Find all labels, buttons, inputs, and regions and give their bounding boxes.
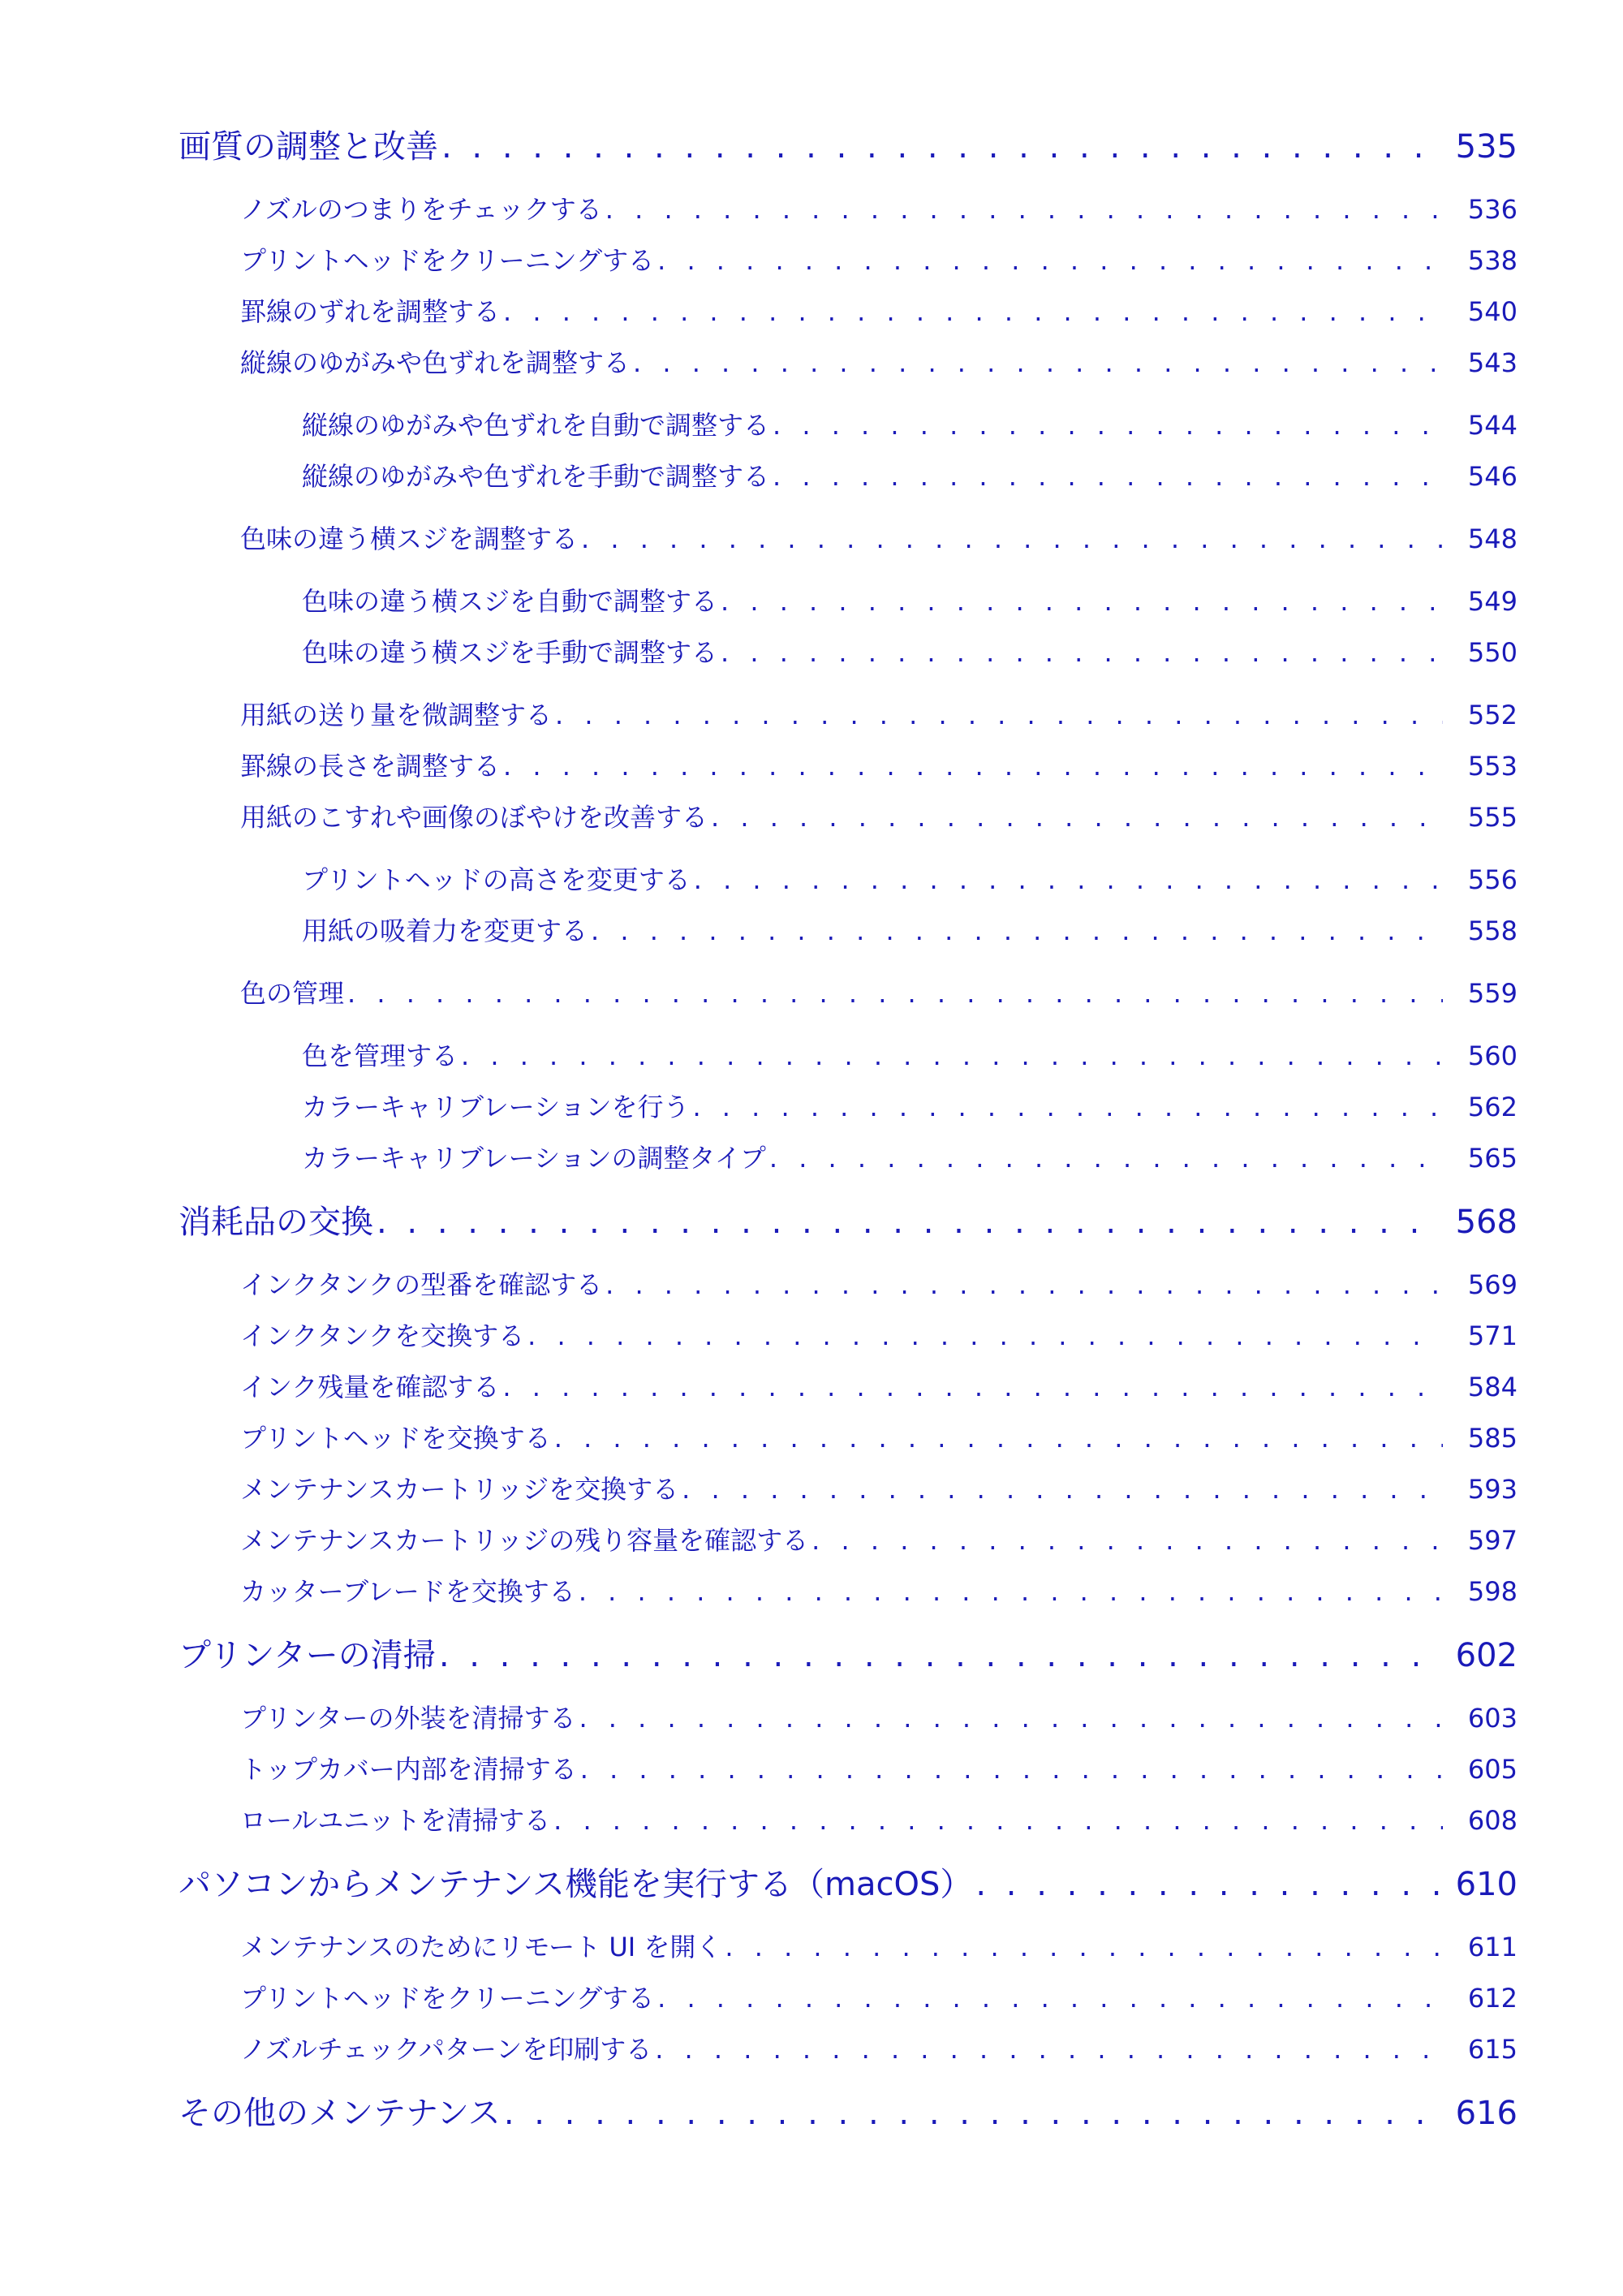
- toc-entry[interactable]: [179, 514, 1518, 565]
- toc-entry[interactable]: [179, 741, 1518, 792]
- dot-leader: [655, 2024, 1443, 2075]
- toc-entry-title: 縦線のゆがみや色ずれを調整する: [240, 347, 631, 378]
- dot-leader: [555, 690, 1443, 741]
- toc-page-number: 552: [1467, 700, 1518, 730]
- toc-subentry-title: カラーキャリブレーションを行う: [302, 1092, 690, 1122]
- toc-subentry[interactable]: [179, 1082, 1518, 1133]
- dot-leader: [504, 2088, 1443, 2139]
- toc-page-number: 605: [1467, 1754, 1518, 1785]
- toc-section-title: その他のメンテナンス: [179, 2095, 501, 2132]
- dot-leader: [812, 1515, 1443, 1566]
- dot-leader: [721, 576, 1443, 627]
- toc-section[interactable]: [179, 1630, 1518, 1682]
- toc-entry[interactable]: [179, 1362, 1518, 1413]
- toc-entry-title: プリントヘッドを交換する: [240, 1423, 551, 1454]
- toc-entry[interactable]: [179, 1413, 1518, 1464]
- toc-page-number: 553: [1467, 751, 1518, 782]
- toc-page-number: 610: [1455, 1866, 1518, 1903]
- dot-leader: [769, 1133, 1443, 1184]
- toc-entry[interactable]: [179, 286, 1518, 338]
- toc-entry-title: 罫線の長さを調整する: [240, 751, 501, 782]
- dot-leader: [439, 1630, 1443, 1682]
- toc-entry[interactable]: [179, 1744, 1518, 1795]
- toc-section-title: パソコンからメンテナンス機能を実行する（macOS）: [179, 1866, 973, 1903]
- toc-subentry-title: 用紙の吸着力を変更する: [302, 915, 588, 946]
- dot-leader: [692, 1082, 1443, 1133]
- toc-entry[interactable]: [179, 184, 1518, 235]
- toc-section[interactable]: [179, 1197, 1518, 1248]
- toc-subentry[interactable]: [179, 400, 1518, 451]
- toc-page-number: 540: [1467, 296, 1518, 327]
- toc-page-number: 555: [1467, 802, 1518, 833]
- toc-entry-title: トップカバー内部を清掃する: [240, 1754, 577, 1785]
- toc-page-number: 608: [1467, 1805, 1518, 1836]
- toc-page-number: 544: [1467, 410, 1518, 441]
- toc-page-number: 616: [1455, 2095, 1518, 2132]
- toc-entry[interactable]: [179, 968, 1518, 1019]
- dot-leader: [579, 1693, 1443, 1744]
- toc-entry[interactable]: [179, 235, 1518, 286]
- dot-leader: [605, 184, 1443, 235]
- toc-entry-title: メンテナンスカートリッジを交換する: [240, 1474, 679, 1505]
- dot-leader: [579, 1566, 1443, 1618]
- dot-leader: [633, 338, 1443, 389]
- toc-subentry-title: 縦線のゆがみや色ずれを自動で調整する: [302, 410, 770, 441]
- toc-page-number: 569: [1467, 1269, 1518, 1300]
- toc-page-number: 546: [1467, 461, 1518, 492]
- dot-leader: [682, 1464, 1443, 1515]
- dot-leader: [725, 1922, 1443, 1973]
- dot-leader: [694, 855, 1443, 906]
- toc-page-number: 536: [1467, 194, 1518, 225]
- dot-leader: [461, 1031, 1443, 1082]
- toc-entry-title: ロールユニットを清掃する: [240, 1805, 551, 1836]
- dot-leader: [377, 1197, 1443, 1248]
- toc-entry-title: インクタンクを交換する: [240, 1320, 525, 1351]
- toc-subentry-title: カラーキャリブレーションの調整タイプ: [302, 1143, 766, 1174]
- dot-leader: [441, 122, 1443, 173]
- toc-entry[interactable]: [179, 1795, 1518, 1846]
- toc-section[interactable]: [179, 122, 1518, 173]
- toc-page-number: 598: [1467, 1576, 1518, 1607]
- toc-subentry-title: 色を管理する: [302, 1040, 458, 1071]
- dot-leader: [721, 627, 1443, 678]
- toc-page-number: 585: [1467, 1423, 1518, 1454]
- toc-subentry[interactable]: [179, 451, 1518, 502]
- toc-page-number: 560: [1467, 1040, 1518, 1071]
- table-of-contents: [179, 122, 1518, 2139]
- toc-entry[interactable]: [179, 1973, 1518, 2024]
- dot-leader: [591, 906, 1443, 957]
- toc-page-number: 556: [1467, 864, 1518, 895]
- toc-section[interactable]: [179, 2088, 1518, 2139]
- toc-page-number: 550: [1467, 637, 1518, 668]
- toc-entry[interactable]: [179, 1693, 1518, 1744]
- toc-subentry[interactable]: [179, 906, 1518, 957]
- toc-entry-title: ノズルのつまりをチェックする: [240, 194, 602, 225]
- toc-subentry[interactable]: [179, 1133, 1518, 1184]
- dot-leader: [711, 792, 1443, 843]
- toc-entry-title: インクタンクの型番を確認する: [240, 1269, 603, 1300]
- toc-entry-title: 用紙のこすれや画像のぼやけを改善する: [240, 802, 708, 833]
- toc-entry[interactable]: [179, 792, 1518, 843]
- toc-entry[interactable]: [179, 690, 1518, 741]
- toc-page-number: 538: [1467, 245, 1518, 276]
- toc-page-number: 558: [1467, 915, 1518, 946]
- toc-page-number: 597: [1467, 1525, 1518, 1556]
- toc-page-number: 535: [1455, 128, 1518, 166]
- toc-entry[interactable]: [179, 1922, 1518, 1973]
- toc-page-number: 559: [1467, 978, 1518, 1009]
- toc-entry-title: ノズルチェックパターンを印刷する: [240, 2034, 652, 2065]
- toc-entry[interactable]: [179, 1464, 1518, 1515]
- toc-entry-title: メンテナンスのためにリモート UI を開く: [240, 1932, 722, 1962]
- toc-entry-title: プリンターの外装を清掃する: [240, 1703, 576, 1734]
- dot-leader: [605, 1260, 1443, 1311]
- toc-section-title: 消耗品の交換: [179, 1204, 373, 1241]
- toc-subentry[interactable]: [179, 576, 1518, 627]
- toc-entry[interactable]: [179, 1260, 1518, 1311]
- toc-entry-title: 色の管理: [240, 978, 345, 1009]
- toc-page-number: 548: [1467, 523, 1518, 554]
- toc-entry-title: カッターブレードを交換する: [240, 1576, 575, 1607]
- toc-subentry[interactable]: [179, 855, 1518, 906]
- toc-page-number: 615: [1467, 2034, 1518, 2065]
- toc-section-title: 画質の調整と改善: [179, 128, 438, 166]
- toc-page-number: 571: [1467, 1320, 1518, 1351]
- toc-entry-title: 色味の違う横スジを調整する: [240, 523, 579, 554]
- dot-leader: [527, 1311, 1443, 1362]
- toc-page-number: 602: [1455, 1637, 1518, 1674]
- dot-leader: [975, 1859, 1443, 1910]
- toc-entry[interactable]: [179, 1515, 1518, 1566]
- toc-entry-title: 罫線のずれを調整する: [240, 296, 501, 327]
- toc-entry[interactable]: [179, 2024, 1518, 2075]
- toc-subentry[interactable]: [179, 627, 1518, 678]
- dot-leader: [554, 1413, 1443, 1464]
- toc-entry-title: インク残量を確認する: [240, 1372, 500, 1402]
- toc-subentry-title: 色味の違う横スジを手動で調整する: [302, 637, 718, 668]
- toc-page-number: 565: [1467, 1143, 1518, 1174]
- toc-page-number: 543: [1467, 347, 1518, 378]
- dot-leader: [502, 1362, 1443, 1413]
- toc-page-number: 568: [1455, 1204, 1518, 1241]
- toc-subentry-title: 縦線のゆがみや色ずれを手動で調整する: [302, 461, 770, 492]
- dot-leader: [347, 968, 1443, 1019]
- toc-entry[interactable]: [179, 338, 1518, 389]
- toc-section[interactable]: [179, 1859, 1518, 1910]
- toc-entry-title: プリントヘッドをクリーニングする: [240, 1983, 655, 2014]
- toc-page-number: 611: [1467, 1932, 1518, 1962]
- toc-entry-title: 用紙の送り量を微調整する: [240, 700, 553, 730]
- toc-page-number: 562: [1467, 1092, 1518, 1122]
- toc-page-number: 584: [1467, 1372, 1518, 1402]
- toc-subentry-title: 色味の違う横スジを自動で調整する: [302, 586, 718, 617]
- toc-entry[interactable]: [179, 1311, 1518, 1362]
- dot-leader: [657, 1973, 1443, 2024]
- dot-leader: [503, 286, 1443, 338]
- dot-leader: [657, 235, 1443, 286]
- toc-entry-title: プリントヘッドをクリーニングする: [240, 245, 655, 276]
- toc-section-title: プリンターの清掃: [179, 1637, 436, 1674]
- toc-subentry-title: プリントヘッドの高さを変更する: [302, 864, 691, 895]
- dot-leader: [581, 514, 1443, 565]
- toc-entry-title: メンテナンスカートリッジの残り容量を確認する: [240, 1525, 809, 1556]
- dot-leader: [553, 1795, 1443, 1846]
- toc-page-number: 603: [1467, 1703, 1518, 1734]
- toc-page-number: 549: [1467, 586, 1518, 617]
- toc-subentry[interactable]: [179, 1031, 1518, 1082]
- dot-leader: [773, 451, 1443, 502]
- toc-page-number: 593: [1467, 1474, 1518, 1505]
- dot-leader: [503, 741, 1443, 792]
- toc-page-number: 612: [1467, 1983, 1518, 2014]
- dot-leader: [773, 400, 1443, 451]
- toc-entry[interactable]: [179, 1566, 1518, 1618]
- dot-leader: [580, 1744, 1443, 1795]
